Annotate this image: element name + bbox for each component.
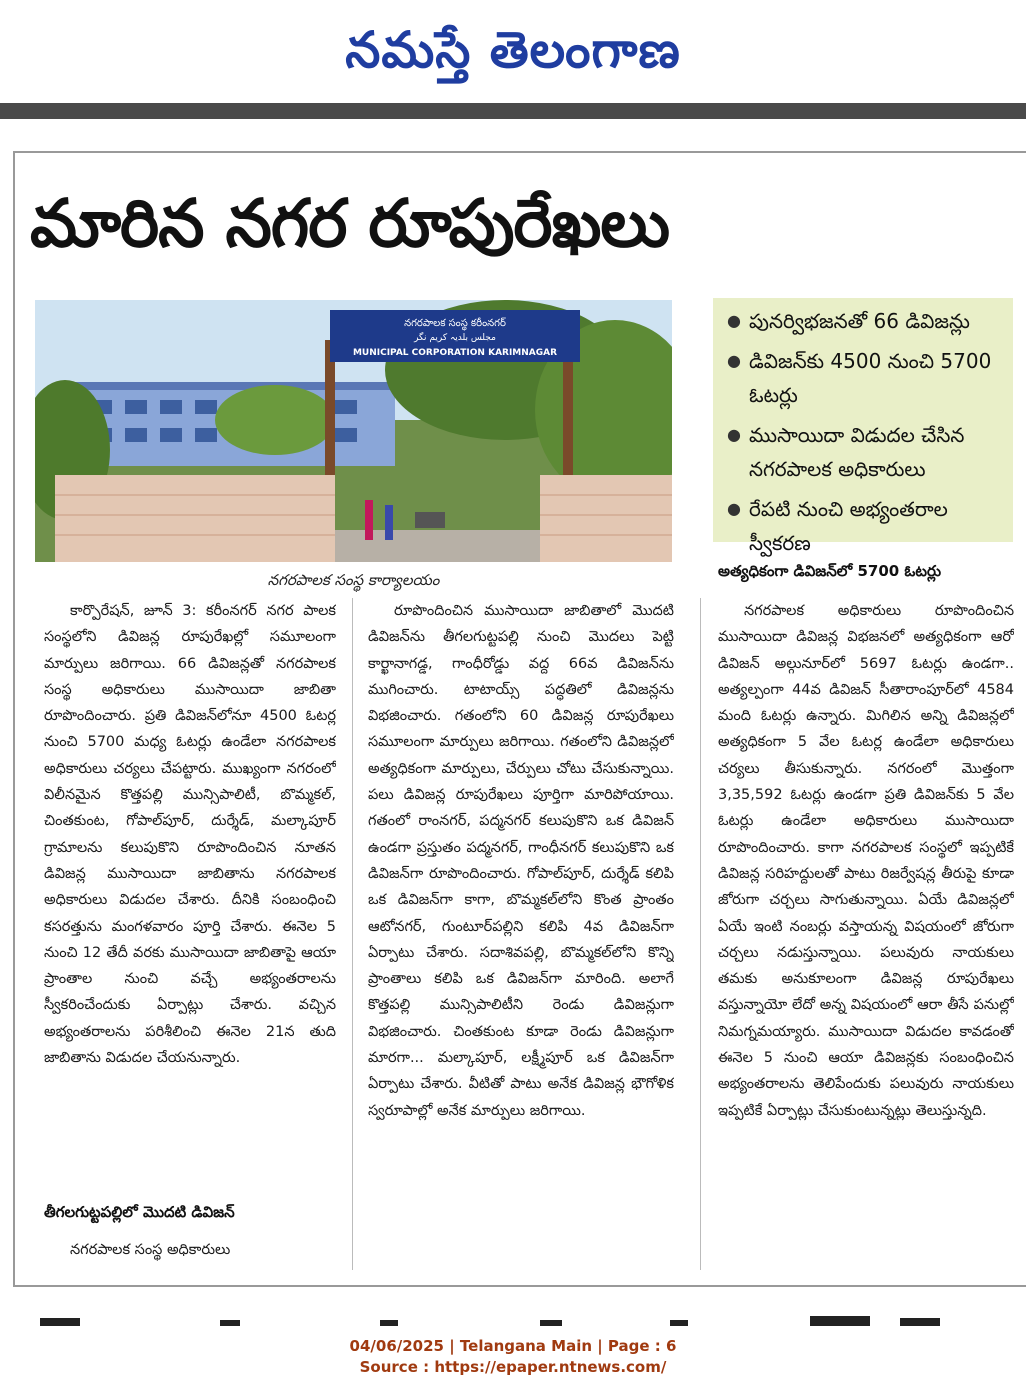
sign-urdu: مجلس بلدیہ کریم نگر: [414, 333, 496, 343]
footer-edition-info: 04/06/2025 | Telangana Main | Page : 6: [349, 1337, 677, 1355]
column-1-tail-text: నగరపాలక సంస్థ అధికారులు: [70, 1242, 231, 1258]
page-footer: [0, 1336, 1026, 1378]
sign-telugu: నగరపాలక సంస్థ కరీంనగర్: [404, 318, 506, 329]
highlights-list: [727, 304, 1003, 560]
next-article-strip: [20, 1312, 1020, 1328]
article-photo: [35, 300, 672, 562]
bullet-icon: ●: [727, 311, 741, 330]
column-1-text: కార్పొరేషన్, జూన్ 3: కరీంనగర్ నగర పాలక సంస్థలోని డివిజన్ల రూపురేఖల్లో సమూలంగా మార్పులు జరిగాయి. 66 డివిజన్లతో నగరపాలక సంస్థ అధికారులు ముసాయిదా జాబితా రూపొందించారు. ప్రతి డివిజన్‌లోనూ 4500 ఓటర్ల నుంచి 5700 మధ్య ఓటర్లు ఉండేలా నగరపాలక అధికారులు చర్యలు చేపట్టారు. ముఖ్యంగా నగరంలో విలీనమైన కొత్తపల్లి మున్సిపాలిటీ, బొమ్మకల్, చింతకుంట, గోపాల్‌పూర్, దుర్శేడ్, మల్కాపూర్ గ్రామాలను కలుపుకొని రూపొందించిన నూతన డివిజన్ల ముసాయిదా జాబితాను నగరపాలక అధికారులు విడుదల చేశారు. దీనికి సంబంధించి కసరత్తును మంగళవారం పూర్తి చేశారు. ఈనెల 5 నుంచి 12 తేదీ వరకు ముసాయిదా జాబితాపై ఆయా ప్రాంతాల నుంచి వచ్చే అభ్యంతరాలను స్వీకరించేందుకు ఏర్పాట్లు చేశారు. వచ్చిన అభ్యంతరాలను పరిశీలించి ఈనెల 21న తుది జాబితాను విడుదల చేయనున్నారు.: [44, 603, 336, 1067]
bullet-icon: ●: [727, 499, 741, 518]
masthead-divider: [0, 103, 1026, 119]
article-headline: మారిన నగర రూపురేఖలు: [30, 185, 670, 262]
sign-english: MUNICIPAL CORPORATION KARIMNAGAR: [352, 348, 558, 358]
truncated-headline-fragment: [20, 1312, 1020, 1328]
article-column-1: [44, 598, 336, 1188]
column-3-text: నగరపాలక అధికారులు రూపొందించిన ముసాయిదా డివిజన్ల విభజనలో అత్యధికంగా ఆరో డివిజన్ అల్గునూర్‌లో 5697 ఓటర్లు ఉండగా.. అత్యల్పంగా 44వ డివిజన్ సీతారాంపూర్‌లో 4584 మంది ఓటర్లు ఉన్నారు. మిగిలిన అన్ని డివిజన్లలో అత్యధికంగా 5 వేల ఓటర్ల ఉండేలా అధికారులు చర్యలు తీసుకున్నారు. నగరంలో మొత్తంగా 3,35,592 ఓటర్లు ఉండగా ప్రతి డివిజన్‌కు 5 వేల ఓటర్లు ఉండేలా అధికారులు ముసాయిదా రూపొందించారు. కాగా నగరపాలక సంస్థలో ఇప్పటికే డివిజన్ల సరిహద్దులతో పాటు రిజర్వేషన్ల తీరుపై కూడా జోరుగా చర్చలు సాగుతున్నాయి. ఏయే డివిజన్లలో ఏయే ఇంటి నంబర్లు వస్తాయన్న విషయంలో జోరుగా చర్చలు నడుస్తున్నాయి. పలువురు నాయకులు తమకు అనుకూలంగా డివిజన్ల రూపురేఖలు వస్తున్నాయో లేదో అన్న విషయంలో ఆరా తీసే పనుల్లో నిమగ్నమయ్యారు. ముసాయిదా విడుదల కావడంతో ఈనెల 5 నుంచి ఆయా డివిజన్లకు సంబంధించిన అభ్యంతరాలను తెలిపేందుకు పలువురు నాయకులు ఇప్పటికే ఏర్పాట్లు చేసుకుంటున్నట్లు తెలుస్తున్నది.: [718, 603, 1014, 1119]
article-column-3: [718, 598, 1014, 1270]
masthead: [0, 0, 1026, 100]
masthead-logo: నమస్తే తెలంగాణ: [345, 21, 681, 79]
subhead-left: తీగలగుట్టపల్లిలో మొదటి డివిజన్: [44, 1203, 235, 1221]
column-divider: [352, 598, 353, 1270]
highlight-item: ● రేపటి నుంచి అభ్యంతరాల స్వీకరణ: [727, 492, 1003, 560]
article-column-2: [368, 598, 674, 1270]
bullet-icon: ●: [727, 425, 741, 444]
highlight-item: ● డివిజన్‌కు 4500 నుంచి 5700 ఓటర్లు: [727, 344, 1003, 412]
column-divider: [700, 598, 701, 1270]
footer-source: Source : https://epaper.ntnews.com/: [359, 1358, 667, 1376]
highlight-item: ● ముసాయిదా విడుదల చేసిన నగరపాలక అధికారులు: [727, 418, 1003, 486]
column-2-text: రూపొందించిన ముసాయిదా జాబితాలో మొదటి డివిజన్‌ను తీగలగుట్టపల్లి నుంచి మొదలు పెట్టి కార్ఖానాగడ్డ, గాంధీరోడ్డు వద్ద 66వ డివిజన్‌ను ముగించారు. టాటాయ్స్ పద్ధతిలో డివిజన్లను విభజించారు. గతంలోని 60 డివిజన్ల రూపురేఖలు సమూలంగా మార్పులు జరిగాయి. గతంలోని డివిజన్లలో అత్యధికంగా మార్పులు, చేర్పులు చోటు చేసుకున్నాయి. పలు డివిజన్ల రూపురేఖలు పూర్తిగా మారిపోయాయి. గతంలో రాంనగర్, పద్మనగర్ కలుపుకొని ఒక డివిజన్ ఉండగా ప్రస్తుతం పద్మనగర్, గాంధీనగర్ కలుపుకొని ఒక డివిజన్‌గా రూపొందించారు. గోపాల్‌పూర్, దుర్శేడ్ కలిపి ఒక డివిజన్‌గా కాగా, బొమ్మకల్‌లోని కొంత ప్రాంతం ఆటోనగర్, గుంటూర్‌పల్లిని కలిపి 4వ డివిజన్‌గా ఏర్పాటు చేశారు. సదాశివపల్లి, బొమ్మకల్‌లోని కొన్ని ప్రాంతాలు కలిపి ఒక డివిజన్‌గా మారింది. అలాగే కొత్తపల్లి మున్సిపాలిటీని రెండు డివిజన్లుగా విభజించారు. చింతకుంట కూడా రెండు డివిజన్లుగా మారగా... మల్కాపూర్, లక్ష్మీపూర్ ఒక డివిజన్‌గా ఏర్పాటు చేశారు. వీటితో పాటు అనేక డివిజన్ల భౌగోళిక స్వరూపాల్లో అనేక మార్పులు జరిగాయి.: [368, 603, 674, 1119]
highlights-box: [713, 298, 1013, 555]
subhead-right: అత్యధికంగా డివిజన్‌లో 5700 ఓటర్లు: [718, 562, 942, 580]
photo-caption: నగరపాలక సంస్థ కార్యాలయం: [267, 571, 440, 589]
highlight-item: ● పునర్విభజనతో 66 డివిజన్లు: [727, 304, 1003, 338]
article-column-1-continued: [44, 1237, 336, 1267]
municipal-office-photo: [35, 300, 672, 562]
bullet-icon: ●: [727, 351, 741, 370]
